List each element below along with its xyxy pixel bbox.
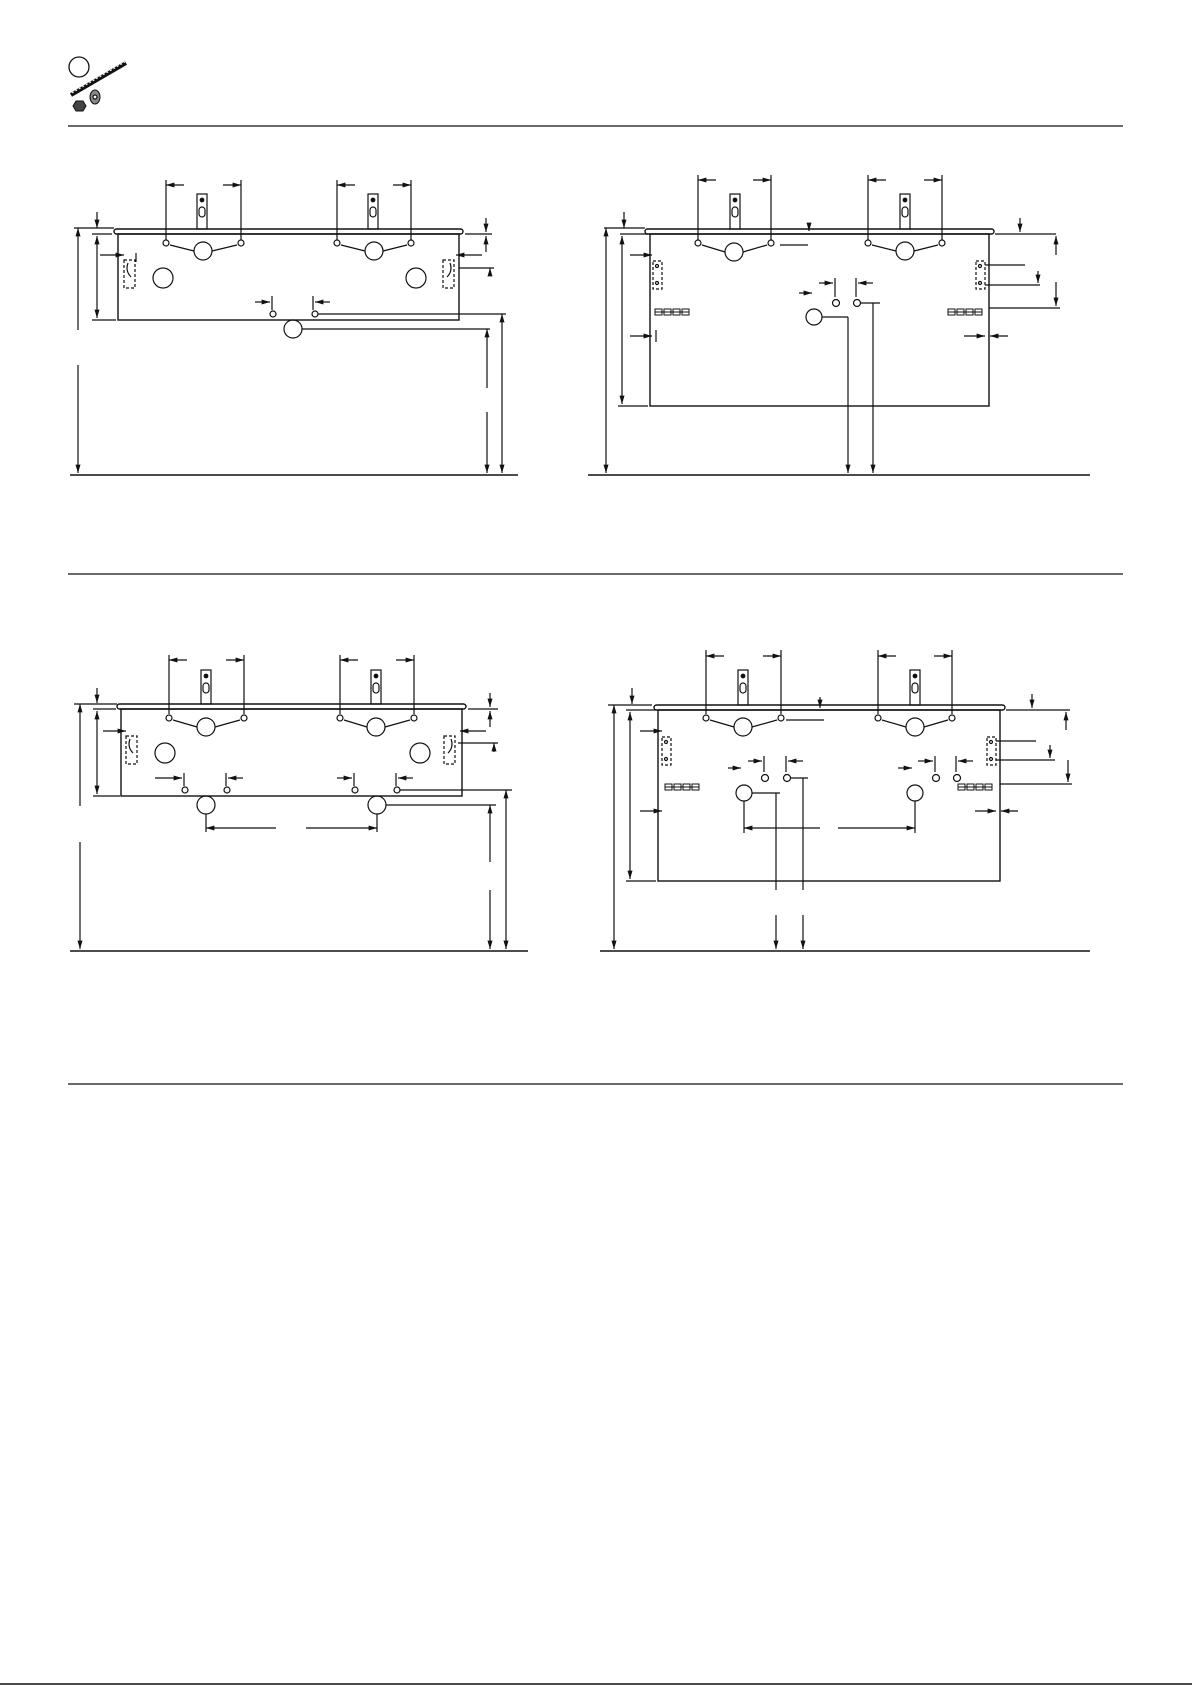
tap-mount-left [201, 670, 211, 704]
tap-mount-right [900, 194, 910, 229]
tap-mount-left [738, 670, 748, 705]
tap-mount-left [197, 194, 207, 229]
tap-mount-right [910, 670, 920, 705]
drawing-section2-left [70, 655, 528, 951]
drawing-section1-left [70, 180, 518, 475]
screw-with-nut-and-washer-icon [69, 57, 126, 111]
tap-mount-right [371, 670, 381, 704]
drawing-section1-right [588, 175, 1090, 475]
tap-mount-left [730, 194, 740, 229]
tap-mount-right [368, 194, 378, 229]
drawing-section2-right [600, 650, 1090, 951]
